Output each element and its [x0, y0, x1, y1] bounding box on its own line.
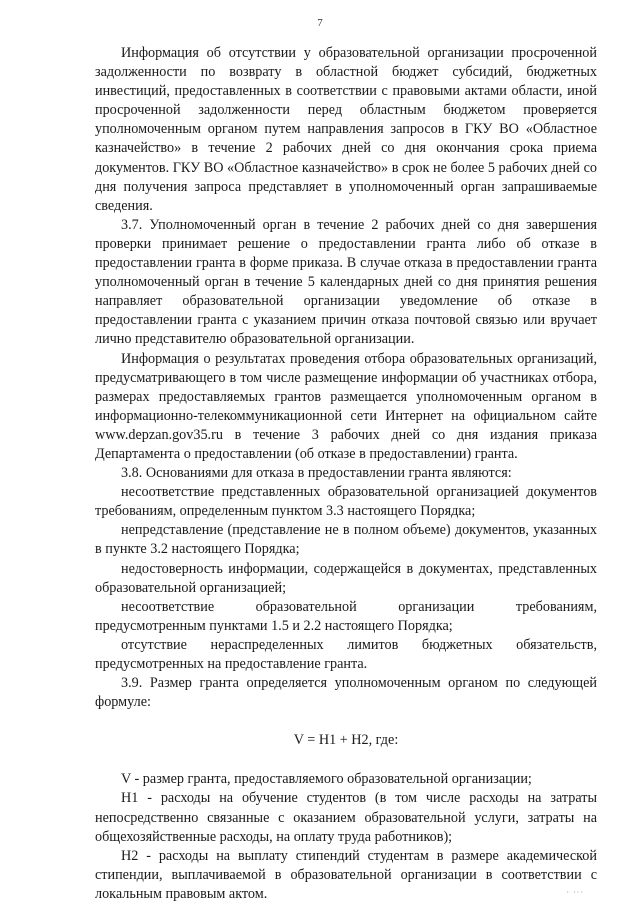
refusal-ground-1: несоответствие представленных образовательной организацией документов требованиям, определенным пунктом 3.3 настоящего Порядка; [95, 484, 597, 520]
paragraph-selection-results: Информация о результатах проведения отбора образовательных организаций, предусматривающего в том числе размещение информации об участниках отбора, размерах предоставляемых грантов размещается уполномоченным органом в информационно-телекоммуникационной сети Интернет на официальном сайте www.depzan.gov35.ru в течение 3 рабочих дней со дня издания приказа Департамента о предоставлении (об отказе в предоставлении) гранта. [95, 350, 597, 462]
definition-v: V - размер гранта, предоставляемого образовательной организации; [121, 771, 532, 788]
definition-h2: H2 - расходы на выплату стипендий студентам в размере академической стипендии, выплачиваемой в образовательной организации в соответствии с локальным правовым актом. [95, 847, 597, 902]
refusal-ground-4: несоответствие образовательной организации требованиям, предусмотренным пунктами 1.5 и 2.2 настоящего Порядка; [95, 598, 597, 634]
refusal-ground-3: недостоверность информации, содержащейся в документах, представленных образовательной организацией; [95, 560, 597, 596]
paragraph-3-8: 3.8. Основаниями для отказа в предоставлении гранта являются: [121, 465, 512, 482]
definition-h1: H1 - расходы на обучение студентов (в том числе расходы на затраты непосредственно связанные с оказанием образовательной услуги, затраты на общехозяйственные расходы, на оплату труда работников); [95, 790, 597, 845]
page-number: 7 [317, 17, 323, 29]
paragraph-3-7: 3.7. Уполномоченный орган в течение 2 рабочих дней со дня завершения проверки принимает решение о предоставлении гранта либо об отказе в предоставлении гранта в форме приказа. В случае отказа в предоставлении гранта уполномоченный орган в течение 5 календарных дней со дня принятия решения направляет образовательной организации уведомление об отказе в предоставлении гранта с указанием причин отказа почтовой связью или вручает лично представителю образовательной организации. [95, 216, 597, 348]
document-body [95, 44, 597, 904]
paragraph-debt-info: Информация об отсутствии у образовательной организации просроченной задолженности по возврату в областной бюджет субсидий, бюджетных инвестиций, предоставленных в соответствии с правовыми актами области, иной просроченной задолженности перед областным бюджетом проверяется уполномоченным органом путем направления запросов в ГКУ ВО «Областное казначейство» в течение 2 рабочих дней со дня окончания срока приема документов. ГКУ ВО «Областное казначейство» в срок не более 5 рабочих дней со дня получения запроса представляет в уполномоченный орган запрашиваемые сведения. [95, 45, 597, 214]
refusal-ground-5: отсутствие нераспределенных лимитов бюджетных обязательств, предусмотренных на предоставление гранта. [95, 636, 597, 672]
grant-formula: V = H1 + H2, где: [293, 732, 399, 749]
scan-corner-mark: · ··· [566, 888, 584, 897]
paragraph-3-9: 3.9. Размер гранта определяется уполномоченным органом по следующей формуле: [95, 675, 597, 711]
refusal-ground-2: непредставление (представление не в полном объеме) документов, указанных в пункте 3.2 настоящего Порядка; [95, 522, 597, 558]
